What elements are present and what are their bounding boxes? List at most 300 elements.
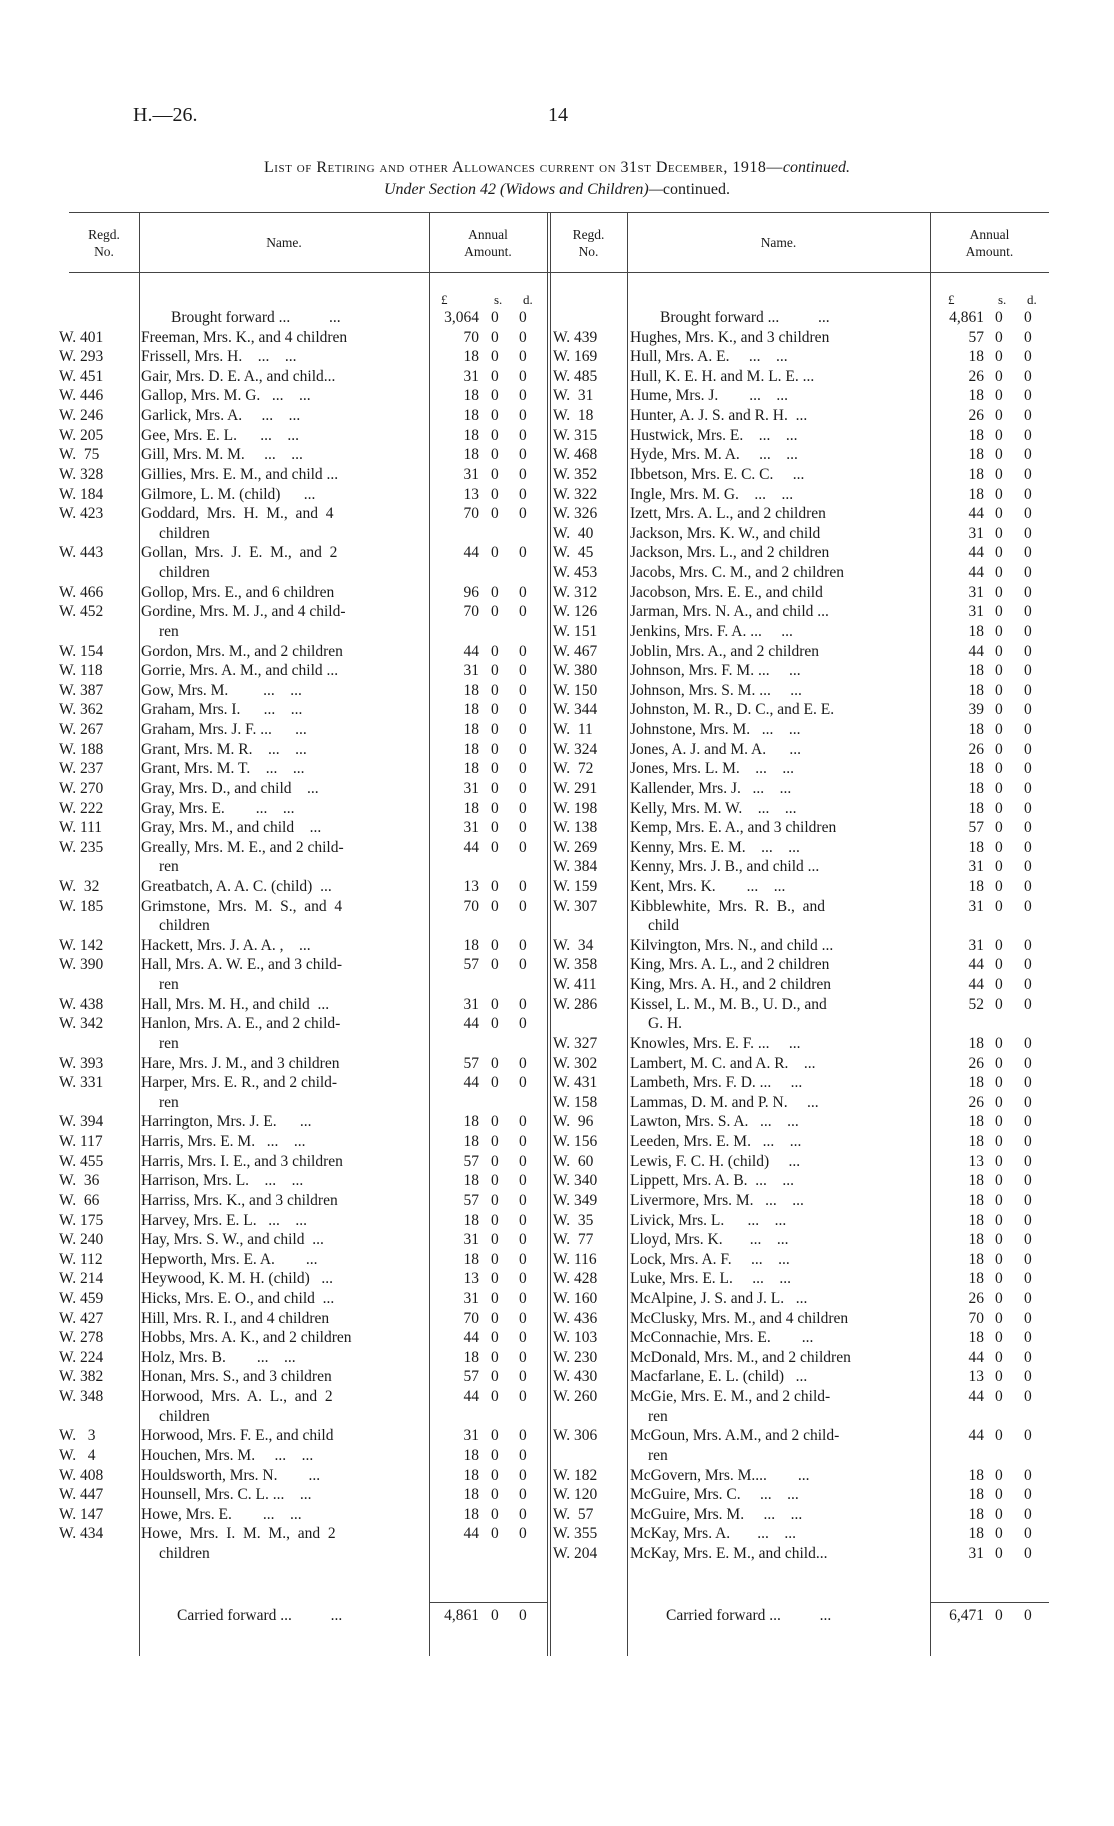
amount-shillings: 0 [995, 721, 1003, 739]
table-row [69, 1309, 1049, 1329]
amount-pence: 0 [1024, 524, 1032, 542]
amount-shillings: 0 [491, 779, 499, 797]
amount-shillings: 0 [491, 328, 499, 346]
amount-shillings: 0 [995, 1231, 1003, 1249]
table-row [69, 602, 1049, 622]
amount-pounds: 18 [968, 1034, 984, 1052]
regd-number: W. 31 [553, 387, 594, 405]
table-row [69, 995, 1049, 1015]
table-row [69, 1073, 1049, 1093]
regd-number: W. 158 [553, 1093, 598, 1111]
regd-number: W. 32 [59, 877, 100, 895]
amount-pounds: 18 [463, 1505, 479, 1523]
regd-number: W. 198 [553, 799, 598, 817]
allowee-name: Hay, Mrs. S. W., and child ... [141, 1231, 324, 1249]
amount-pence: 0 [1024, 446, 1032, 464]
table-row [69, 386, 1049, 406]
table-row [69, 759, 1049, 779]
allowee-name: Jackson, Mrs. K. W., and child [630, 524, 821, 542]
amount-pounds: 13 [463, 877, 479, 895]
allowee-name: McKay, Mrs. A. ... ... [630, 1525, 797, 1543]
amount-shillings: 0 [491, 1054, 499, 1072]
regd-number: W. 291 [553, 779, 598, 797]
amount-shillings: 0 [995, 1250, 1003, 1268]
amount-pence: 0 [519, 1446, 527, 1464]
regd-number: W. 452 [59, 603, 104, 621]
regd-number: W. 66 [59, 1191, 100, 1209]
allowee-name: Hunter, A. J. S. and R. H. ... [630, 407, 808, 425]
amount-shillings: 0 [995, 1505, 1003, 1523]
table-row [69, 1348, 1049, 1368]
table-row [59, 1446, 1049, 1466]
amount-pence: 0 [519, 721, 527, 739]
allowee-name-continuation: children [159, 917, 210, 935]
amount-pounds: 18 [968, 426, 984, 444]
regd-number: W. 60 [553, 1152, 594, 1170]
regd-number: W. 35 [553, 1211, 594, 1229]
amount-pence: 0 [1024, 1211, 1032, 1229]
regd-number: W. 224 [59, 1348, 104, 1366]
table-row [69, 1230, 1049, 1250]
table-row [69, 1093, 1049, 1113]
allowee-name: Kent, Mrs. K. ... ... [630, 877, 786, 895]
regd-number: W. 342 [59, 1015, 104, 1033]
allowee-name: Gorrie, Mrs. A. M., and child ... [141, 662, 339, 680]
amount-pence: 0 [1024, 819, 1032, 837]
allowee-name: Howe, Mrs. E. ... ... [141, 1505, 302, 1523]
amount-shillings: 0 [995, 1309, 1003, 1327]
regd-number: W. 328 [59, 465, 104, 483]
allowee-name: Lammas, D. M. and P. N. ... [630, 1093, 819, 1111]
amount-pence: 0 [519, 407, 527, 425]
allowee-name: Howe, Mrs. I. M. M., and 2 [141, 1525, 336, 1543]
carried-forward-label: Carried forward ... ... [666, 1607, 832, 1624]
regd-number: W. 431 [553, 1074, 598, 1092]
allowee-name: Houldsworth, Mrs. N. ... [141, 1466, 321, 1484]
regd-number: W. 315 [553, 426, 598, 444]
amount-pounds: 18 [463, 1348, 479, 1366]
table-row [69, 1466, 1049, 1486]
table-row [69, 1485, 1049, 1505]
allowee-name: Horwood, Mrs. A. L., and 2 [141, 1388, 333, 1406]
amount-pence: 0 [1024, 505, 1032, 523]
amount-pounds: 57 [463, 1368, 479, 1386]
amount-pence: 0 [1024, 956, 1032, 974]
amount-shillings: 0 [995, 367, 1003, 385]
allowee-name: Hare, Mrs. J. M., and 3 children [141, 1054, 340, 1072]
amount-pence: 0 [1024, 721, 1032, 739]
brought-forward-label: Brought forward ... ... [660, 309, 830, 326]
allowee-name: Gray, Mrs. E. ... ... [141, 799, 295, 817]
regd-number: W. 324 [553, 740, 598, 758]
amount-pounds: 18 [968, 1133, 984, 1151]
amount-pounds: 52 [968, 995, 984, 1013]
table-row [69, 1171, 1049, 1191]
amount-pounds: 13 [968, 1152, 984, 1170]
amount-pounds: 70 [968, 1309, 984, 1327]
table-row [69, 740, 1049, 760]
amount-pounds: 18 [968, 838, 984, 856]
allowee-name: Hanlon, Mrs. A. E., and 2 child- [141, 1015, 341, 1033]
amount-shillings: 0 [491, 1250, 499, 1268]
allowee-name: Gray, Mrs. M., and child ... [141, 819, 322, 837]
allowee-name: Greally, Mrs. M. E., and 2 child- [141, 838, 344, 856]
amount-pence: 0 [1024, 1191, 1032, 1209]
allowee-name: Harriss, Mrs. K., and 3 children [141, 1191, 338, 1209]
amount-pence: 0 [519, 1290, 527, 1307]
table-row [69, 1034, 1049, 1054]
amount-shillings: 0 [995, 1074, 1003, 1092]
allowee-name: Frissell, Mrs. H. ... ... [141, 348, 297, 366]
header-amount-line1: Annual [969, 227, 1010, 242]
amount-pounds: 18 [968, 465, 984, 483]
regd-number: W. 438 [59, 995, 104, 1013]
amount-pence: 0 [1024, 1270, 1032, 1288]
table-row [69, 1387, 1049, 1407]
amount-pence: 0 [519, 1368, 527, 1386]
amount-shillings: 0 [491, 387, 499, 405]
amount-pounds: 31 [463, 779, 479, 797]
amount-pence: 0 [519, 328, 527, 346]
amount-shillings: 0 [491, 995, 499, 1013]
table-row [69, 700, 1049, 720]
regd-number: W. 340 [553, 1172, 598, 1190]
amount-pounds: 18 [968, 622, 984, 640]
allowee-name: Hyde, Mrs. M. A. ... ... [630, 446, 798, 464]
page-ref: H.—26. [133, 104, 198, 126]
amount-pence: 0 [519, 662, 527, 680]
allowee-name: Grimstone, Mrs. M. S., and 4 [141, 897, 343, 915]
amount-pence: 0 [519, 1172, 527, 1190]
amount-pounds: 18 [968, 721, 984, 739]
allowee-name-continuation: ren [159, 976, 179, 994]
amount-pounds: 44 [463, 1388, 479, 1406]
amount-shillings: 0 [491, 544, 499, 562]
amount-pounds: 18 [463, 426, 479, 444]
allowee-name: Leeden, Mrs. E. M. ... ... [630, 1133, 802, 1151]
table-row [69, 661, 1049, 681]
regd-number: W. 175 [59, 1211, 104, 1229]
amount-shillings: 0 [491, 505, 499, 523]
regd-number: W. 430 [553, 1368, 598, 1386]
table-row [69, 1112, 1049, 1132]
amount-shillings: 0 [491, 1368, 499, 1386]
amount-pence: 0 [519, 1607, 527, 1624]
table-row [69, 838, 1049, 858]
allowee-name: Hull, Mrs. A. E. ... ... [630, 348, 788, 366]
regd-number: W. 286 [553, 995, 598, 1013]
regd-number: W. 278 [59, 1329, 104, 1347]
allowee-name: Hicks, Mrs. E. O., and child ... [141, 1290, 335, 1307]
amount-pounds: 44 [968, 956, 984, 974]
allowee-name: Freeman, Mrs. K., and 4 children [141, 328, 348, 346]
regd-number: W. 111 [59, 819, 103, 837]
table-row [69, 1505, 1049, 1525]
amount-pounds: 18 [968, 1113, 984, 1131]
amount-shillings: 0 [995, 819, 1003, 837]
amount-pence: 0 [1024, 1427, 1032, 1445]
allowee-name: Grant, Mrs. M. T. ... ... [141, 760, 305, 778]
amount-shillings: 0 [491, 1486, 499, 1504]
amount-shillings: 0 [491, 465, 499, 483]
regd-number: W. 331 [59, 1074, 104, 1092]
allowee-name: Hume, Mrs. J. ... ... [630, 387, 789, 405]
amount-pence: 0 [1024, 1074, 1032, 1092]
amount-shillings: 0 [491, 681, 499, 699]
table-row [69, 642, 1049, 662]
header-amount-line2: Amount. [464, 244, 512, 259]
amount-pence: 0 [1024, 642, 1032, 660]
amount-pence: 0 [1024, 1607, 1032, 1624]
amount-shillings: 0 [995, 465, 1003, 483]
regd-number: W. 270 [59, 779, 104, 797]
header-amount-right [930, 226, 1049, 260]
amount-pounds: 18 [968, 1270, 984, 1288]
regd-number: W. 169 [553, 348, 598, 366]
table-row [69, 1269, 1049, 1289]
allowee-name: Izett, Mrs. A. L., and 2 children [630, 505, 826, 523]
regd-number: W. 45 [553, 544, 594, 562]
allowee-name: Kenny, Mrs. E. M. ... ... [630, 838, 800, 856]
amount-pounds: 18 [463, 936, 479, 954]
amount-pence: 0 [519, 838, 527, 856]
regd-number: W. 246 [59, 407, 104, 425]
amount-pence: 0 [1024, 1152, 1032, 1170]
amount-pence: 0 [519, 995, 527, 1013]
amount-pence: 0 [1024, 1034, 1032, 1052]
regd-number: W. 306 [553, 1427, 598, 1445]
unit-shillings-left: s. [494, 292, 503, 307]
amount-pounds: 31 [968, 603, 984, 621]
amount-pence: 0 [519, 1133, 527, 1151]
table-row [69, 799, 1049, 819]
amount-pounds: 3,064 [444, 309, 479, 326]
amount-pence: 0 [519, 544, 527, 562]
allowee-name-continuation: ren [159, 1093, 179, 1111]
table-row [69, 426, 1049, 446]
amount-shillings: 0 [491, 583, 499, 601]
regd-number: W. 117 [59, 1133, 103, 1151]
allowee-name: Gilmore, L. M. (child) ... [141, 485, 316, 503]
regd-number: W. 466 [59, 583, 104, 601]
regd-number: W. 154 [59, 642, 104, 660]
amount-shillings: 0 [491, 1329, 499, 1347]
allowee-name: Hill, Mrs. R. I., and 4 children [141, 1309, 330, 1327]
amount-pounds: 96 [463, 583, 479, 601]
amount-shillings: 0 [995, 505, 1003, 523]
table-row [69, 524, 1049, 544]
allowee-name: Hackett, Mrs. J. A. A. , ... [141, 936, 311, 954]
amount-pounds: 31 [463, 1290, 479, 1307]
allowee-name: Lambert, M. C. and A. R. ... [630, 1054, 816, 1072]
amount-pounds: 31 [968, 1545, 984, 1563]
regd-number: W. 159 [553, 877, 598, 895]
amount-pounds: 18 [463, 681, 479, 699]
amount-pounds: 44 [968, 1348, 984, 1366]
allowee-name: Gair, Mrs. D. E. A., and child... [141, 367, 336, 385]
amount-pence: 0 [1024, 485, 1032, 503]
regd-number: W. 393 [59, 1054, 104, 1072]
header-regd-line2: No. [578, 244, 599, 259]
table-row [69, 622, 1049, 642]
amount-shillings: 0 [995, 622, 1003, 640]
amount-pence: 0 [1024, 662, 1032, 680]
table-row [69, 563, 1049, 583]
amount-pounds: 18 [968, 779, 984, 797]
regd-number: W. 77 [553, 1231, 594, 1249]
amount-pence: 0 [1024, 367, 1032, 385]
regd-number: W. 3 [59, 1427, 96, 1445]
allowee-name: Lloyd, Mrs. K. ... ... [630, 1231, 789, 1249]
amount-shillings: 0 [995, 1113, 1003, 1131]
allowee-name: Johnston, M. R., D. C., and E. E. [630, 701, 835, 719]
amount-pounds: 31 [968, 524, 984, 542]
amount-shillings: 0 [995, 1172, 1003, 1190]
regd-number: W. 204 [553, 1545, 598, 1563]
amount-shillings: 0 [995, 799, 1003, 817]
table-row [69, 681, 1049, 701]
allowee-name: Hall, Mrs. A. W. E., and 3 child- [141, 956, 343, 974]
amount-pence: 0 [519, 740, 527, 758]
amount-pounds: 18 [968, 1191, 984, 1209]
allowee-name: Harrington, Mrs. J. E. ... [141, 1113, 312, 1131]
amount-shillings: 0 [995, 779, 1003, 797]
allowee-name-continuation: children [159, 1407, 210, 1425]
table-row [69, 1289, 1049, 1309]
amount-pence: 0 [1024, 387, 1032, 405]
amount-shillings: 0 [491, 309, 499, 326]
table-row [69, 975, 1049, 995]
allowee-name: Garlick, Mrs. A. ... ... [141, 407, 301, 425]
amount-pence: 0 [519, 1270, 527, 1288]
amount-pounds: 18 [463, 721, 479, 739]
amount-shillings: 0 [995, 426, 1003, 444]
amount-pence: 0 [1024, 407, 1032, 425]
amount-shillings: 0 [995, 1545, 1003, 1563]
amount-pence: 0 [1024, 858, 1032, 876]
allowee-name: Gee, Mrs. E. L. ... ... [141, 426, 299, 444]
amount-pence: 0 [1024, 465, 1032, 483]
amount-shillings: 0 [995, 1054, 1003, 1072]
regd-number: W. 11 [553, 721, 593, 739]
allowee-name: Lambeth, Mrs. F. D. ... ... [630, 1074, 803, 1092]
amount-pence: 0 [519, 1054, 527, 1072]
amount-pence: 0 [519, 485, 527, 503]
amount-pence: 0 [519, 1505, 527, 1523]
amount-pence: 0 [1024, 1329, 1032, 1347]
amount-pounds: 44 [463, 838, 479, 856]
allowee-name: Kilvington, Mrs. N., and child ... [630, 936, 834, 954]
amount-shillings: 0 [491, 838, 499, 856]
amount-shillings: 0 [995, 1388, 1003, 1406]
amount-pounds: 18 [968, 446, 984, 464]
regd-number: W. 344 [553, 701, 598, 719]
allowee-name: McGuire, Mrs. C. ... ... [630, 1486, 799, 1504]
allowee-name: McDonald, Mrs. M., and 2 children [630, 1348, 851, 1366]
amount-shillings: 0 [995, 760, 1003, 778]
allowee-name: Jones, Mrs. L. M. ... ... [630, 760, 795, 778]
allowee-name: Gillies, Mrs. E. M., and child ... [141, 465, 339, 483]
allowee-name: Joblin, Mrs. A., and 2 children [630, 642, 819, 660]
amount-shillings: 0 [491, 1191, 499, 1209]
regd-number: W. 116 [553, 1250, 597, 1268]
table-row [59, 1014, 1049, 1034]
regd-number: W. 485 [553, 367, 598, 385]
regd-number: W. 222 [59, 799, 104, 817]
amount-pounds: 4,861 [444, 1607, 479, 1624]
amount-pence: 0 [519, 1427, 527, 1445]
allowee-name: Kallender, Mrs. J. ... ... [630, 779, 792, 797]
amount-pounds: 31 [463, 995, 479, 1013]
amount-pounds: 31 [463, 1231, 479, 1249]
table-row [69, 1328, 1049, 1348]
table-row [69, 445, 1049, 465]
brought-forward-amount [69, 308, 1049, 328]
amount-shillings: 0 [995, 1368, 1003, 1386]
allowee-name: McGuire, Mrs. M. ... ... [630, 1505, 803, 1523]
allowee-name: Johnson, Mrs. F. M. ... ... [630, 662, 801, 680]
amount-pounds: 70 [463, 897, 479, 915]
allowee-name: McGie, Mrs. E. M., and 2 child- [630, 1388, 831, 1406]
amount-pounds: 26 [968, 740, 984, 758]
amount-shillings: 0 [995, 740, 1003, 758]
amount-shillings: 0 [491, 1211, 499, 1229]
amount-shillings: 0 [995, 1329, 1003, 1347]
amount-pounds: 18 [463, 407, 479, 425]
amount-pounds: 31 [463, 465, 479, 483]
table-row [69, 877, 1049, 897]
amount-pounds: 44 [968, 564, 984, 582]
amount-pounds: 31 [968, 583, 984, 601]
amount-shillings: 0 [491, 1015, 499, 1033]
regd-number: W. 138 [553, 819, 598, 837]
table-row [69, 1524, 1049, 1544]
amount-pounds: 18 [463, 701, 479, 719]
amount-pounds: 18 [968, 1231, 984, 1249]
amount-pounds: 18 [968, 877, 984, 895]
allowee-name: Gray, Mrs. D., and child ... [141, 779, 319, 797]
amount-pounds: 44 [463, 1329, 479, 1347]
amount-shillings: 0 [491, 1607, 499, 1624]
amount-pounds: 57 [463, 1152, 479, 1170]
amount-pounds: 44 [463, 1525, 479, 1543]
amount-pence: 0 [519, 760, 527, 778]
carried-forward-amount [69, 1606, 1049, 1626]
allowee-name: Hughes, Mrs. K., and 3 children [630, 328, 830, 346]
title-main: List of Retiring and other Allowances current on 31st December, 1918— [264, 159, 783, 176]
amount-pounds: 18 [463, 1486, 479, 1504]
amount-pounds: 18 [968, 485, 984, 503]
allowee-name: Hobbs, Mrs. A. K., and 2 children [141, 1329, 352, 1347]
amount-pounds: 44 [463, 1015, 479, 1033]
amount-pounds: 44 [968, 505, 984, 523]
table-row [69, 1544, 1049, 1564]
amount-pence: 0 [519, 877, 527, 895]
allowee-name: Gordon, Mrs. M., and 2 children [141, 642, 343, 660]
regd-number: W. 459 [59, 1290, 104, 1307]
table-row [69, 1250, 1049, 1270]
amount-shillings: 0 [995, 1191, 1003, 1209]
allowee-name: Jacobson, Mrs. E. E., and child [630, 583, 823, 601]
regd-number: W. 214 [59, 1270, 104, 1288]
amount-pence: 0 [1024, 1466, 1032, 1484]
amount-shillings: 0 [491, 1505, 499, 1523]
table-row [69, 1191, 1049, 1211]
amount-pounds: 31 [968, 858, 984, 876]
amount-pence: 0 [1024, 877, 1032, 895]
table-row [69, 347, 1049, 367]
brought-forward-label: Brought forward ... ... [171, 309, 341, 326]
